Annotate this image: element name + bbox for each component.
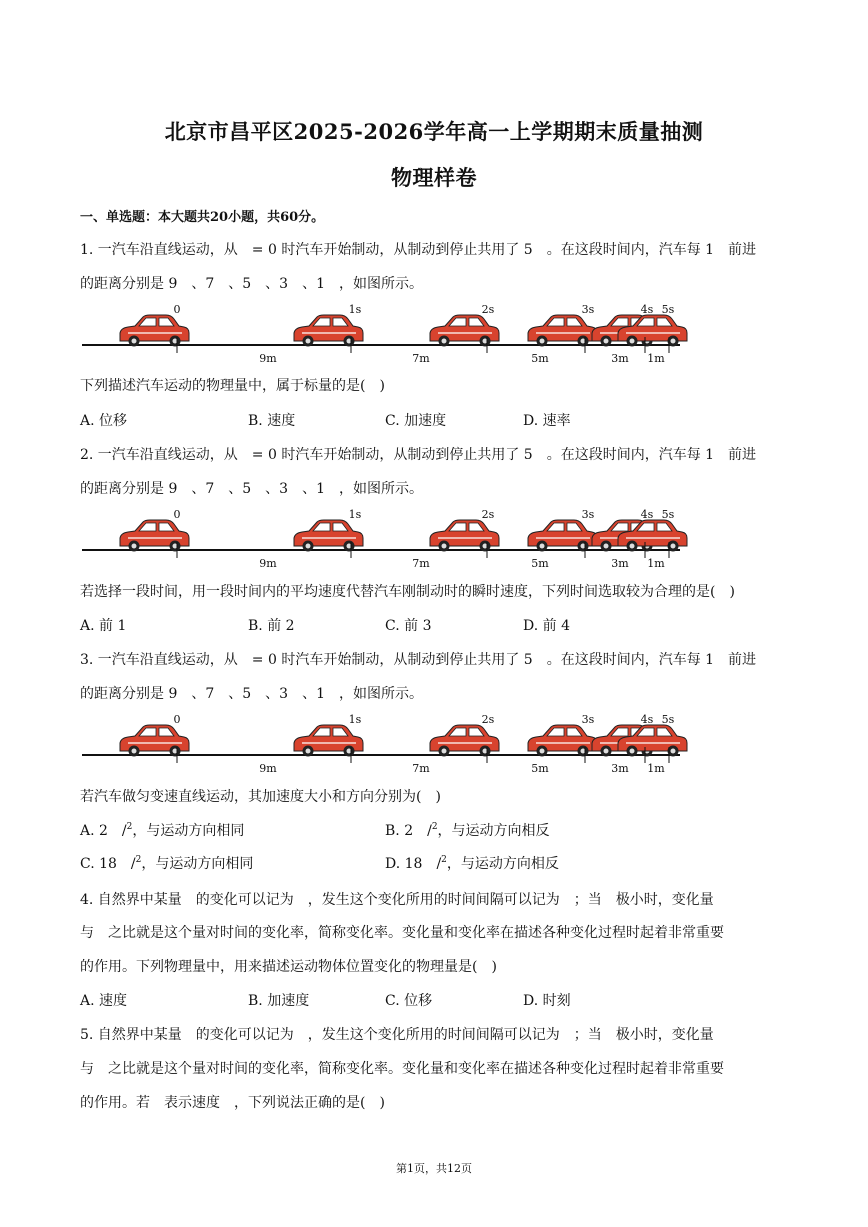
q3-option-b-text: B. 2 / bbox=[385, 823, 432, 839]
car-icon bbox=[294, 520, 363, 552]
time-label: 1s bbox=[348, 303, 362, 316]
car-icon bbox=[120, 315, 189, 347]
time-label: 2s bbox=[481, 713, 495, 726]
distance-label: 5m bbox=[531, 762, 549, 775]
car-icon bbox=[294, 315, 363, 347]
q3-option-a-tail: ，与运动方向相同 bbox=[132, 823, 245, 839]
car-icon bbox=[294, 725, 363, 757]
time-label: 5s bbox=[661, 508, 675, 521]
q1-option-d: D. 速率 bbox=[523, 413, 571, 429]
q1-question: 下列描述汽车运动的物理量中，属于标量的是( ) bbox=[80, 378, 385, 394]
q3-option-d-text: D. 18 / bbox=[385, 856, 442, 872]
time-label: 5s bbox=[661, 713, 675, 726]
q2-stem-line2: 的距离分别是 9 、7 、5 、3 、1 ，如图所示。 bbox=[80, 481, 423, 497]
braking-diagram bbox=[80, 710, 690, 776]
q3-car-figure bbox=[80, 710, 690, 776]
distance-label: 3m bbox=[611, 352, 629, 365]
distance-label: 7m bbox=[412, 557, 430, 570]
distance-label: 7m bbox=[412, 352, 430, 365]
time-label: 0 bbox=[173, 713, 181, 726]
q1-option-b: B. 速度 bbox=[248, 413, 296, 429]
time-label: 4s bbox=[640, 303, 654, 316]
q3-option-d-tail: ，与运动方向相反 bbox=[446, 856, 559, 872]
time-label: 5s bbox=[661, 303, 675, 316]
q3-stem-line2: 的距离分别是 9 、7 、5 、3 、1 ，如图所示。 bbox=[80, 686, 423, 702]
car-icon bbox=[120, 520, 189, 552]
time-label: 3s bbox=[581, 508, 595, 521]
q2-question: 若选择一段时间，用一段时间内的平均速度代替汽车刚制动时的瞬时速度，下列时间选取较为合理的是( ) bbox=[80, 584, 735, 600]
distance-label: 1m bbox=[647, 762, 665, 775]
page-subtitle: 物理样卷 bbox=[391, 165, 477, 190]
time-label: 4s bbox=[640, 713, 654, 726]
q3-option-d bbox=[385, 853, 559, 873]
q3-question: 若汽车做匀变速直线运动，其加速度大小和方向分别为( ) bbox=[80, 789, 441, 805]
q2-stem-line1: 2. 一汽车沿直线运动，从 = 0 时汽车开始制动，从制动到停止共用了 5 。在这段时间内，汽车每 1 前进 bbox=[80, 447, 757, 463]
distance-label: 3m bbox=[611, 762, 629, 775]
q4-option-a: A. 速度 bbox=[80, 993, 128, 1009]
car-icon bbox=[528, 520, 597, 552]
braking-diagram bbox=[80, 300, 690, 366]
q3-option-c-text: C. 18 / bbox=[80, 856, 136, 872]
q4-stem-line2: 与 之比就是这个量对时间的变化率，简称变化率。变化量和变化率在描述各种变化过程时起着非常重要 bbox=[80, 925, 724, 941]
q3-option-c bbox=[80, 853, 253, 873]
car-icon bbox=[430, 315, 499, 347]
q1-stem-line2: 的距离分别是 9 、7 、5 、3 、1 ，如图所示。 bbox=[80, 276, 423, 292]
car-icon bbox=[430, 725, 499, 757]
page-title: 北京市昌平区2025-2026学年高一上学期期末质量抽测 bbox=[164, 119, 704, 144]
q2-option-a: A. 前 1 bbox=[80, 618, 127, 634]
time-label: 2s bbox=[481, 303, 495, 316]
q3-option-b-tail: ，与运动方向相反 bbox=[437, 823, 550, 839]
q3-option-b-exponent: 2 bbox=[431, 822, 438, 832]
q1-option-c: C. 加速度 bbox=[385, 413, 447, 429]
q5-stem-line2: 与 之比就是这个量对时间的变化率，简称变化率。变化量和变化率在描述各种变化过程时起着非常重要 bbox=[80, 1061, 724, 1077]
q4-stem-line1: 4. 自然界中某量 的变化可以记为 ，发生这个变化所用的时间间隔可以记为 ；当 极小时，变化量 bbox=[80, 892, 714, 908]
time-label: 3s bbox=[581, 303, 595, 316]
time-label: 3s bbox=[581, 713, 595, 726]
distance-label: 9m bbox=[259, 762, 277, 775]
q3-option-b bbox=[385, 820, 550, 840]
q3-option-a-exponent: 2 bbox=[126, 822, 133, 832]
distance-label: 9m bbox=[259, 352, 277, 365]
q4-option-b: B. 加速度 bbox=[248, 993, 310, 1009]
distance-label: 3m bbox=[611, 557, 629, 570]
distance-label: 1m bbox=[647, 557, 665, 570]
time-label: 0 bbox=[173, 303, 181, 316]
q1-car-figure bbox=[80, 300, 690, 366]
page-footer: 第1页，共12页 bbox=[396, 1162, 472, 1175]
car-icon bbox=[528, 315, 597, 347]
distance-label: 7m bbox=[412, 762, 430, 775]
section-heading: 一、单选题：本大题共20小题，共60分。 bbox=[80, 210, 325, 225]
q3-option-c-exponent: 2 bbox=[135, 855, 142, 865]
q1-option-a: A. 位移 bbox=[80, 413, 128, 429]
time-label: 0 bbox=[173, 508, 181, 521]
q3-option-c-tail: ，与运动方向相同 bbox=[141, 856, 254, 872]
q4-option-c: C. 位移 bbox=[385, 993, 433, 1009]
time-label: 1s bbox=[348, 713, 362, 726]
distance-label: 5m bbox=[531, 557, 549, 570]
q4-option-d: D. 时刻 bbox=[523, 993, 571, 1009]
distance-label: 1m bbox=[647, 352, 665, 365]
time-label: 2s bbox=[481, 508, 495, 521]
q3-option-a bbox=[80, 820, 244, 840]
time-label: 1s bbox=[348, 508, 362, 521]
q5-stem-line1: 5. 自然界中某量 的变化可以记为 ，发生这个变化所用的时间间隔可以记为 ；当 极小时，变化量 bbox=[80, 1027, 714, 1043]
distance-label: 9m bbox=[259, 557, 277, 570]
q2-car-figure bbox=[80, 505, 690, 571]
q5-stem-line3: 的作用。若 表示速度 ，下列说法正确的是( ) bbox=[80, 1095, 385, 1111]
q2-option-c: C. 前 3 bbox=[385, 618, 432, 634]
q3-stem-line1: 3. 一汽车沿直线运动，从 = 0 时汽车开始制动，从制动到停止共用了 5 。在这段时间内，汽车每 1 前进 bbox=[80, 652, 757, 668]
q4-stem-line3: 的作用。下列物理量中，用来描述运动物体位置变化的物理量是( ) bbox=[80, 959, 497, 975]
q2-option-d: D. 前 4 bbox=[523, 618, 570, 634]
car-icon bbox=[528, 725, 597, 757]
time-label: 4s bbox=[640, 508, 654, 521]
q1-stem-line1: 1. 一汽车沿直线运动，从 = 0 时汽车开始制动，从制动到停止共用了 5 。在这段时间内，汽车每 1 前进 bbox=[80, 242, 757, 258]
q3-option-a-text: A. 2 / bbox=[80, 823, 127, 839]
car-icon bbox=[430, 520, 499, 552]
q3-option-d-exponent: 2 bbox=[441, 855, 447, 865]
braking-diagram bbox=[80, 505, 690, 571]
distance-label: 5m bbox=[531, 352, 549, 365]
car-icon bbox=[120, 725, 189, 757]
q2-option-b: B. 前 2 bbox=[248, 618, 295, 634]
